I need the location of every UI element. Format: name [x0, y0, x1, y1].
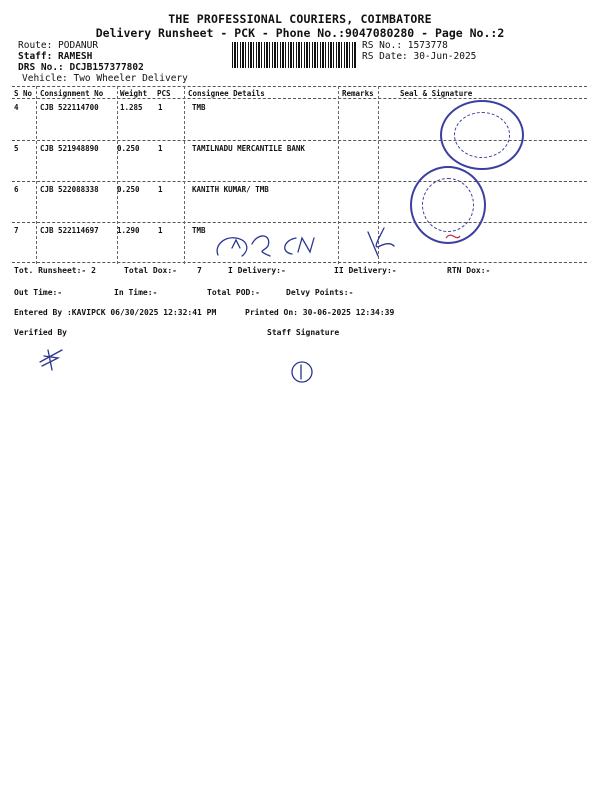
table-row-sno: 7 [14, 226, 19, 235]
column-header-consignment: Consignment No [40, 89, 104, 98]
in-time: In Time:- [114, 288, 158, 297]
total-dox-label: Total Dox:- [124, 266, 177, 275]
i-delivery: I Delivery:- [228, 266, 286, 275]
handwritten-scribble [298, 238, 314, 252]
verifier-initials [40, 350, 62, 362]
column-header-sno: S No [14, 89, 33, 98]
column-header-weight: Weight [120, 89, 148, 98]
ii-delivery: II Delivery:- [334, 266, 397, 275]
staff-label: Staff: RAMESH [18, 51, 93, 62]
printed-on: Printed On: 30-06-2025 12:34:39 [245, 308, 395, 317]
rs-date: RS Date: 30-Jun-2025 [362, 51, 477, 62]
table-row-weight: 0.250 [117, 185, 140, 194]
staff-signature-circle [292, 362, 312, 382]
table-row-sno: 4 [14, 103, 19, 112]
table-row-consignee: TAMILNADU MERCANTILE BANK [192, 144, 305, 153]
total-runsheet: Tot. Runsheet:- 2 [14, 266, 96, 275]
rs-number: RS No.: 1573778 [362, 40, 448, 51]
route-label: Route: PODANUR [18, 40, 99, 51]
handwritten-scribble [232, 240, 240, 248]
table-row-pcs: 1 [158, 144, 163, 153]
table-row-weight: 1.290 [117, 226, 140, 235]
column-header-remarks: Remarks [342, 89, 374, 98]
table-row-sno: 6 [14, 185, 19, 194]
delivery-points: Delvy Points:- [286, 288, 354, 297]
drs-number: DRS No.: DCJB157377802 [18, 62, 144, 73]
staff-signature-label: Staff Signature [267, 328, 340, 337]
entered-by: Entered By :KAVIPCK 06/30/2025 12:32:41 PM [14, 308, 217, 317]
table-row-pcs: 1 [158, 185, 163, 194]
out-time: Out Time:- [14, 288, 63, 297]
verifier-initials [48, 350, 52, 370]
handwritten-check [376, 228, 394, 247]
table-row-pcs: 1 [158, 103, 163, 112]
table-row-consignment: CJB 522114700 [40, 103, 99, 112]
table-row-consignee: TMB [192, 103, 206, 112]
table-row-weight: 1.285 [120, 103, 143, 112]
total-pod: Total POD:- [207, 288, 260, 297]
table-row-consignment: CJB 521948890 [40, 144, 99, 153]
table-row-weight: 0.250 [117, 144, 140, 153]
handwritten-scribble [285, 238, 296, 254]
company-title: THE PROFESSIONAL COURIERS, COIMBATORE [168, 12, 432, 26]
vehicle-label: Vehicle: Two Wheeler Delivery [22, 73, 188, 84]
rtn-dox: RTN Dox:- [447, 266, 491, 275]
column-header-pcs: PCS [157, 89, 171, 98]
table-row-consignee: TMB [192, 226, 206, 235]
runsheet-subtitle: Delivery Runsheet - PCK - Phone No.:9047080280 - Page No.:2 [95, 26, 505, 40]
total-dox-value: 7 [197, 266, 202, 275]
table-row-consignee: KANITH KUMAR/ TMB [192, 185, 269, 194]
column-header-seal: Seal & Signature [400, 89, 473, 98]
handwritten-scribble [252, 236, 270, 256]
table-row-consignment: CJB 522114697 [40, 226, 99, 235]
table-row-sno: 5 [14, 144, 19, 153]
table-row-pcs: 1 [158, 226, 163, 235]
table-row-consignment: CJB 522088338 [40, 185, 99, 194]
verified-by: Verified By [14, 328, 67, 337]
red-ink-mark [446, 235, 460, 238]
column-header-consignee: Consignee Details [188, 89, 265, 98]
